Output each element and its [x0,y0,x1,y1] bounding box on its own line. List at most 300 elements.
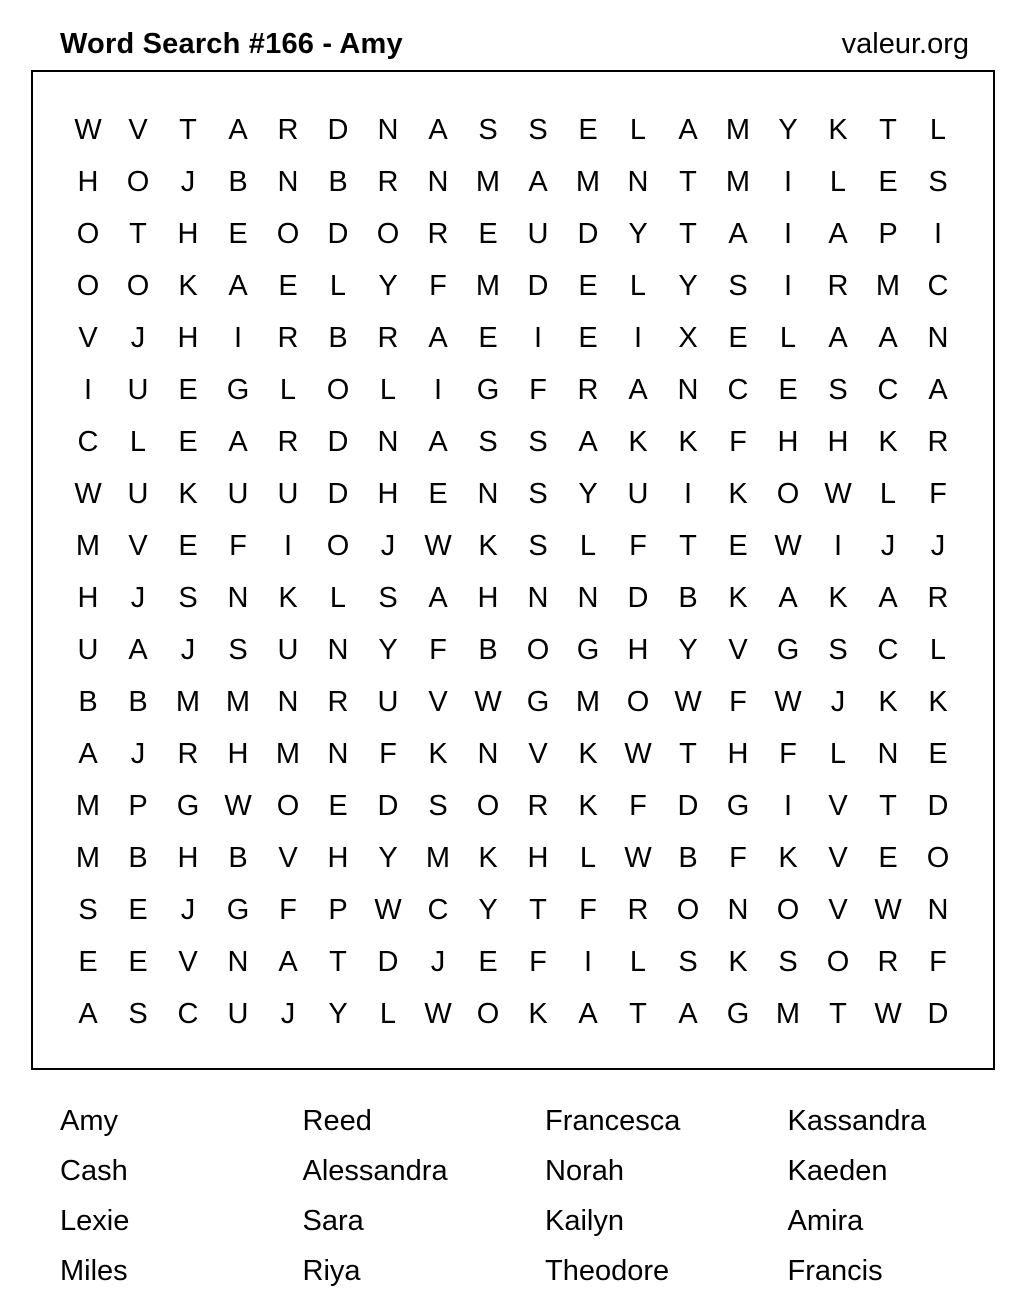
grid-letter[interactable]: J [180,894,196,926]
grid-letter[interactable]: K [728,582,748,614]
grid-letter[interactable]: N [377,114,399,146]
grid-letter[interactable]: A [78,998,98,1030]
grid-letter[interactable]: E [578,270,598,302]
grid-letter[interactable]: V [178,946,198,978]
grid-letter[interactable]: J [280,998,296,1030]
grid-letter[interactable]: K [578,738,598,770]
grid-letter[interactable]: B [228,166,248,198]
grid-letter[interactable]: I [783,218,793,250]
grid-letter[interactable]: A [278,946,298,978]
grid-letter[interactable]: A [228,426,248,458]
grid-letter[interactable]: Y [778,114,798,146]
grid-letter[interactable]: F [579,894,597,926]
grid-letter[interactable]: M [875,270,901,302]
grid-letter[interactable]: V [78,322,98,354]
grid-letter[interactable]: F [529,946,547,978]
grid-letter[interactable]: O [376,218,400,250]
grid-letter[interactable]: U [127,478,149,510]
grid-letter[interactable]: O [326,530,350,562]
grid-letter[interactable]: A [428,582,448,614]
grid-letter[interactable]: L [929,634,947,666]
grid-letter[interactable]: N [727,894,749,926]
grid-letter[interactable]: U [627,478,649,510]
grid-letter[interactable]: D [927,790,949,822]
grid-letter[interactable]: E [78,946,98,978]
grid-letter[interactable]: R [577,374,599,406]
grid-letter[interactable]: W [624,842,652,874]
grid-letter[interactable]: G [726,998,750,1030]
grid-letter[interactable]: K [578,790,598,822]
grid-letter[interactable]: D [527,270,549,302]
grid-letter[interactable]: H [527,842,549,874]
grid-letter[interactable]: W [374,894,402,926]
grid-letter[interactable]: L [279,374,297,406]
grid-letter[interactable]: C [727,374,749,406]
grid-letter[interactable]: W [624,738,652,770]
grid-letter[interactable]: I [933,218,943,250]
grid-letter[interactable]: V [828,790,848,822]
grid-letter[interactable]: A [578,426,598,458]
grid-letter[interactable]: K [478,842,498,874]
grid-letter[interactable]: S [428,790,448,822]
grid-letter[interactable]: T [829,998,847,1030]
grid-letter[interactable]: M [475,166,501,198]
grid-letter[interactable]: I [683,478,693,510]
grid-letter[interactable]: H [227,738,249,770]
grid-letter[interactable]: O [926,842,950,874]
grid-letter[interactable]: G [576,634,600,666]
grid-letter[interactable]: I [83,374,93,406]
grid-letter[interactable]: Y [678,634,698,666]
grid-letter[interactable]: U [77,634,99,666]
grid-letter[interactable]: B [328,322,348,354]
grid-letter[interactable]: I [633,322,643,354]
grid-letter[interactable]: D [377,790,399,822]
grid-letter[interactable]: L [629,946,647,978]
grid-letter[interactable]: N [327,738,349,770]
grid-letter[interactable]: N [877,738,899,770]
grid-letter[interactable]: V [828,842,848,874]
grid-letter[interactable]: P [328,894,348,926]
grid-letter[interactable]: A [78,738,98,770]
grid-letter[interactable]: B [678,842,698,874]
grid-letter[interactable]: I [233,322,243,354]
grid-letter[interactable]: O [776,894,800,926]
grid-letter[interactable]: J [380,530,396,562]
grid-letter[interactable]: Y [328,998,348,1030]
grid-letter[interactable]: T [329,946,347,978]
grid-letter[interactable]: E [128,946,148,978]
grid-letter[interactable]: R [927,426,949,458]
grid-letter[interactable]: K [278,582,298,614]
grid-letter[interactable]: S [928,166,948,198]
grid-letter[interactable]: M [575,166,601,198]
grid-letter[interactable]: I [583,946,593,978]
grid-letter[interactable]: V [828,894,848,926]
grid-letter[interactable]: Y [628,218,648,250]
grid-letter[interactable]: B [478,634,498,666]
grid-letter[interactable]: G [226,374,250,406]
grid-letter[interactable]: L [829,738,847,770]
grid-letter[interactable]: E [478,946,498,978]
grid-letter[interactable]: U [227,478,249,510]
grid-letter[interactable]: H [77,582,99,614]
grid-letter[interactable]: O [826,946,850,978]
grid-letter[interactable]: J [930,530,946,562]
grid-letter[interactable]: F [229,530,247,562]
grid-letter[interactable]: I [833,530,843,562]
grid-letter[interactable]: A [878,322,898,354]
grid-letter[interactable]: U [277,478,299,510]
grid-letter[interactable]: W [74,114,102,146]
grid-letter[interactable]: L [629,114,647,146]
grid-letter[interactable]: M [75,842,101,874]
grid-letter[interactable]: T [179,114,197,146]
grid-letter[interactable]: N [577,582,599,614]
grid-letter[interactable]: T [529,894,547,926]
grid-letter[interactable]: Y [478,894,498,926]
grid-letter[interactable]: C [927,270,949,302]
grid-letter[interactable]: N [227,946,249,978]
grid-letter[interactable]: W [774,686,802,718]
grid-letter[interactable]: F [929,478,947,510]
grid-letter[interactable]: J [130,322,146,354]
grid-letter[interactable]: H [827,426,849,458]
grid-letter[interactable]: V [278,842,298,874]
grid-letter[interactable]: T [679,218,697,250]
grid-letter[interactable]: S [528,530,548,562]
grid-letter[interactable]: F [529,374,547,406]
grid-letter[interactable]: U [277,634,299,666]
grid-letter[interactable]: E [178,426,198,458]
grid-letter[interactable]: F [779,738,797,770]
grid-letter[interactable]: M [225,686,251,718]
grid-letter[interactable]: T [679,738,697,770]
grid-letter[interactable]: R [827,270,849,302]
grid-letter[interactable]: W [774,530,802,562]
grid-letter[interactable]: O [76,270,100,302]
grid-letter[interactable]: E [128,894,148,926]
grid-letter[interactable]: C [427,894,449,926]
grid-letter[interactable]: A [428,322,448,354]
grid-letter[interactable]: U [527,218,549,250]
grid-letter[interactable]: C [77,426,99,458]
grid-letter[interactable]: J [130,582,146,614]
grid-letter[interactable]: S [478,114,498,146]
grid-letter[interactable]: A [728,218,748,250]
grid-letter[interactable]: E [478,218,498,250]
grid-letter[interactable]: K [728,478,748,510]
grid-letter[interactable]: G [476,374,500,406]
grid-letter[interactable]: E [778,374,798,406]
grid-letter[interactable]: K [828,114,848,146]
grid-letter[interactable]: W [874,998,902,1030]
grid-letter[interactable]: L [329,582,347,614]
grid-letter[interactable]: K [678,426,698,458]
grid-letter[interactable]: L [129,426,147,458]
grid-letter[interactable]: I [433,374,443,406]
grid-letter[interactable]: S [228,634,248,666]
grid-letter[interactable]: N [377,426,399,458]
grid-letter[interactable]: A [778,582,798,614]
grid-letter[interactable]: M [575,686,601,718]
grid-letter[interactable]: L [879,478,897,510]
grid-letter[interactable]: X [678,322,698,354]
grid-letter[interactable]: A [678,114,698,146]
grid-letter[interactable]: K [878,686,898,718]
grid-letter[interactable]: H [377,478,399,510]
grid-letter[interactable]: V [728,634,748,666]
grid-letter[interactable]: S [178,582,198,614]
grid-letter[interactable]: W [474,686,502,718]
grid-letter[interactable]: D [677,790,699,822]
grid-letter[interactable]: E [478,322,498,354]
grid-letter[interactable]: C [877,634,899,666]
grid-letter[interactable]: B [328,166,348,198]
grid-letter[interactable]: T [629,998,647,1030]
grid-letter[interactable]: I [783,270,793,302]
grid-letter[interactable]: R [427,218,449,250]
grid-letter[interactable]: N [927,894,949,926]
grid-letter[interactable]: N [277,686,299,718]
grid-letter[interactable]: O [276,218,300,250]
grid-letter[interactable]: R [877,946,899,978]
grid-letter[interactable]: O [476,790,500,822]
grid-letter[interactable]: F [629,530,647,562]
grid-letter[interactable]: A [678,998,698,1030]
grid-letter[interactable]: J [430,946,446,978]
grid-letter[interactable]: L [379,998,397,1030]
grid-letter[interactable]: T [679,530,697,562]
grid-letter[interactable]: N [677,374,699,406]
grid-letter[interactable]: Y [378,634,398,666]
grid-letter[interactable]: W [424,998,452,1030]
grid-letter[interactable]: A [628,374,648,406]
grid-letter[interactable]: D [627,582,649,614]
grid-letter[interactable]: F [429,634,447,666]
grid-letter[interactable]: R [277,322,299,354]
grid-letter[interactable]: W [74,478,102,510]
grid-letter[interactable]: B [128,842,148,874]
grid-letter[interactable]: R [627,894,649,926]
grid-letter[interactable]: H [77,166,99,198]
grid-letter[interactable]: W [224,790,252,822]
grid-letter[interactable]: F [429,270,447,302]
grid-letter[interactable]: A [228,270,248,302]
grid-letter[interactable]: F [279,894,297,926]
grid-letter[interactable]: I [783,790,793,822]
grid-letter[interactable]: B [78,686,98,718]
grid-letter[interactable]: S [528,114,548,146]
grid-letter[interactable]: Y [378,270,398,302]
grid-letter[interactable]: A [428,114,448,146]
grid-letter[interactable]: B [228,842,248,874]
grid-letter[interactable]: E [728,322,748,354]
grid-letter[interactable]: H [727,738,749,770]
grid-letter[interactable]: M [725,114,751,146]
grid-letter[interactable]: L [779,322,797,354]
grid-letter[interactable]: N [627,166,649,198]
grid-letter[interactable]: U [377,686,399,718]
grid-letter[interactable]: K [828,582,848,614]
grid-letter[interactable]: O [126,270,150,302]
grid-letter[interactable]: W [874,894,902,926]
grid-letter[interactable]: S [828,374,848,406]
grid-letter[interactable]: T [879,790,897,822]
grid-letter[interactable]: R [277,114,299,146]
grid-letter[interactable]: E [328,790,348,822]
grid-letter[interactable]: H [777,426,799,458]
grid-letter[interactable]: V [428,686,448,718]
grid-letter[interactable]: M [175,686,201,718]
grid-letter[interactable]: R [927,582,949,614]
grid-letter[interactable]: A [128,634,148,666]
grid-letter[interactable]: F [729,686,747,718]
grid-letter[interactable]: R [277,426,299,458]
grid-letter[interactable]: M [275,738,301,770]
grid-letter[interactable]: C [177,998,199,1030]
grid-letter[interactable]: S [128,998,148,1030]
grid-letter[interactable]: K [628,426,648,458]
grid-letter[interactable]: N [477,738,499,770]
grid-letter[interactable]: B [678,582,698,614]
grid-letter[interactable]: E [728,530,748,562]
grid-letter[interactable]: O [476,998,500,1030]
grid-letter[interactable]: G [776,634,800,666]
grid-letter[interactable]: K [728,946,748,978]
grid-letter[interactable]: O [326,374,350,406]
grid-letter[interactable]: D [327,478,349,510]
grid-letter[interactable]: A [228,114,248,146]
grid-letter[interactable]: T [679,166,697,198]
grid-letter[interactable]: C [877,374,899,406]
grid-letter[interactable]: F [379,738,397,770]
grid-letter[interactable]: L [379,374,397,406]
grid-letter[interactable]: L [929,114,947,146]
grid-letter[interactable]: M [425,842,451,874]
grid-letter[interactable]: M [725,166,751,198]
grid-letter[interactable]: A [828,218,848,250]
grid-letter[interactable]: I [283,530,293,562]
grid-letter[interactable]: F [729,426,747,458]
grid-letter[interactable]: O [276,790,300,822]
grid-letter[interactable]: S [828,634,848,666]
grid-letter[interactable]: W [674,686,702,718]
grid-letter[interactable]: L [629,270,647,302]
grid-letter[interactable]: M [75,530,101,562]
grid-letter[interactable]: O [126,166,150,198]
grid-letter[interactable]: L [829,166,847,198]
grid-letter[interactable]: U [227,998,249,1030]
grid-letter[interactable]: O [526,634,550,666]
grid-letter[interactable]: A [828,322,848,354]
grid-letter[interactable]: P [878,218,898,250]
grid-letter[interactable]: F [629,790,647,822]
grid-letter[interactable]: S [678,946,698,978]
grid-letter[interactable]: F [929,946,947,978]
grid-letter[interactable]: D [377,946,399,978]
grid-letter[interactable]: I [533,322,543,354]
grid-letter[interactable]: N [527,582,549,614]
grid-letter[interactable]: A [578,998,598,1030]
grid-letter[interactable]: W [424,530,452,562]
grid-letter[interactable]: H [177,322,199,354]
grid-letter[interactable]: E [878,166,898,198]
grid-letter[interactable]: K [178,270,198,302]
grid-letter[interactable]: N [427,166,449,198]
grid-letter[interactable]: B [128,686,148,718]
grid-letter[interactable]: G [226,894,250,926]
grid-letter[interactable]: O [76,218,100,250]
grid-letter[interactable]: N [477,478,499,510]
grid-letter[interactable]: O [626,686,650,718]
grid-letter[interactable]: S [478,426,498,458]
grid-letter[interactable]: O [776,478,800,510]
grid-letter[interactable]: E [578,114,598,146]
grid-letter[interactable]: O [676,894,700,926]
grid-letter[interactable]: S [78,894,98,926]
grid-letter[interactable]: J [130,738,146,770]
grid-letter[interactable]: V [128,530,148,562]
grid-letter[interactable]: R [377,322,399,354]
grid-letter[interactable]: F [729,842,747,874]
grid-letter[interactable]: T [879,114,897,146]
grid-letter[interactable]: E [428,478,448,510]
grid-letter[interactable]: S [528,426,548,458]
grid-letter[interactable]: V [128,114,148,146]
grid-letter[interactable]: S [728,270,748,302]
grid-letter[interactable]: S [378,582,398,614]
grid-letter[interactable]: P [128,790,148,822]
grid-letter[interactable]: M [775,998,801,1030]
grid-letter[interactable]: H [627,634,649,666]
grid-letter[interactable]: N [927,322,949,354]
grid-letter[interactable]: M [75,790,101,822]
grid-letter[interactable]: N [227,582,249,614]
grid-letter[interactable]: E [228,218,248,250]
grid-letter[interactable]: S [528,478,548,510]
grid-letter[interactable]: N [277,166,299,198]
grid-letter[interactable]: E [278,270,298,302]
grid-letter[interactable]: E [178,530,198,562]
grid-letter[interactable]: E [928,738,948,770]
grid-letter[interactable]: Y [678,270,698,302]
grid-letter[interactable]: A [928,374,948,406]
grid-letter[interactable]: D [327,218,349,250]
grid-letter[interactable]: I [783,166,793,198]
grid-letter[interactable]: H [177,842,199,874]
grid-letter[interactable]: G [526,686,550,718]
grid-letter[interactable]: H [327,842,349,874]
grid-letter[interactable]: R [327,686,349,718]
grid-letter[interactable]: R [527,790,549,822]
grid-letter[interactable]: K [878,426,898,458]
grid-letter[interactable]: R [377,166,399,198]
grid-letter[interactable]: G [176,790,200,822]
grid-letter[interactable]: E [878,842,898,874]
grid-letter[interactable]: W [824,478,852,510]
grid-letter[interactable]: K [928,686,948,718]
grid-letter[interactable]: K [778,842,798,874]
grid-letter[interactable]: K [178,478,198,510]
grid-letter[interactable]: T [129,218,147,250]
grid-letter[interactable]: M [475,270,501,302]
grid-letter[interactable]: H [477,582,499,614]
grid-letter[interactable]: D [577,218,599,250]
grid-letter[interactable]: D [327,426,349,458]
grid-letter[interactable]: R [177,738,199,770]
grid-letter[interactable]: E [178,374,198,406]
